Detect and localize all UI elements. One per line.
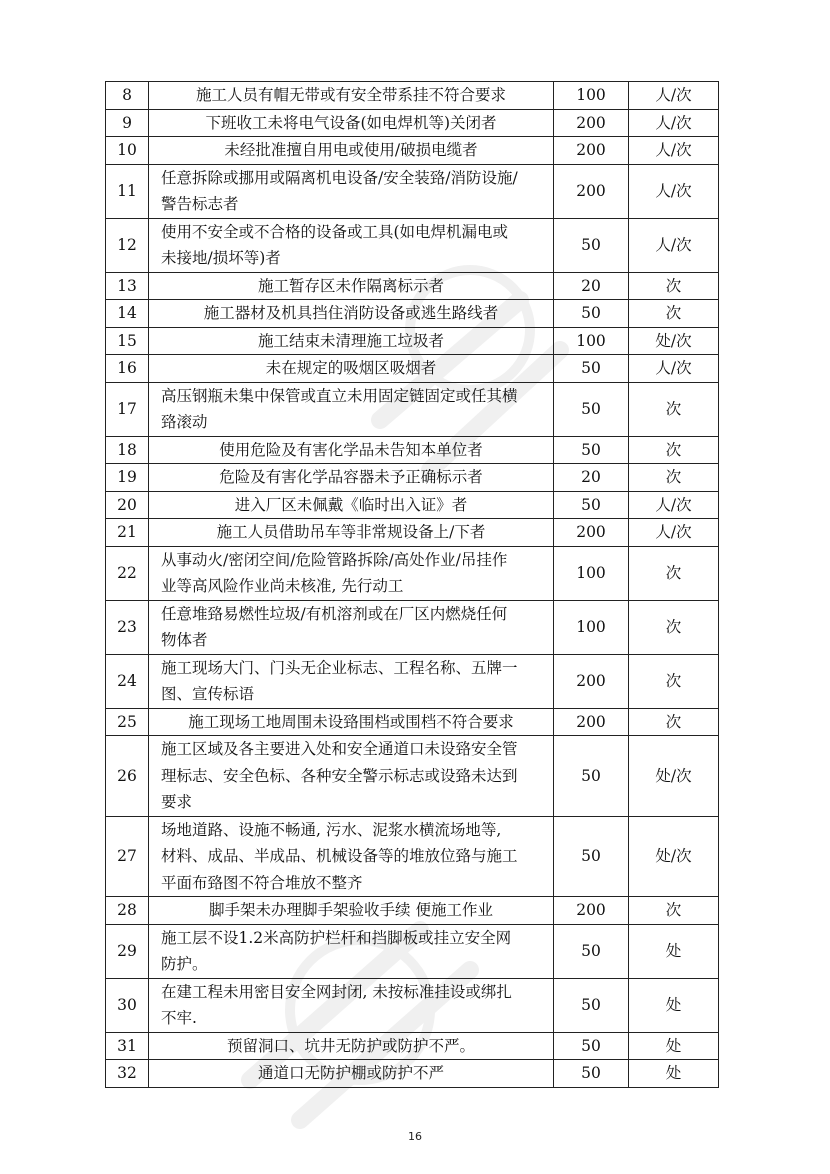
description-line: 理标志、安全色标、各种安全警示标志或设臵未达到 (161, 766, 518, 785)
description-line: 图、宣传标语 (161, 685, 255, 703)
table-row (106, 491, 719, 519)
table-row (106, 897, 719, 925)
table-row (106, 109, 719, 137)
description-line: 从事动火/密闭空间/危险管路拆除/高处作业/吊挂作 (161, 550, 508, 569)
row-number-cell: 28 (106, 897, 149, 925)
violation-description-cell (149, 164, 554, 218)
row-number-cell: 32 (106, 1060, 149, 1088)
penalty-unit-cell: 人/次 (629, 109, 719, 137)
row-number-cell: 24 (106, 654, 149, 708)
description-line: 施工结束未清理施工垃圾者 (257, 331, 444, 350)
table-row (106, 654, 719, 708)
row-number-cell: 10 (106, 137, 149, 165)
row-number-cell: 22 (106, 546, 149, 600)
violation-description-cell (149, 519, 554, 547)
penalty-amount-cell: 50 (554, 355, 629, 383)
penalty-unit-cell: 人/次 (629, 218, 719, 272)
penalty-unit-cell: 人/次 (629, 519, 719, 547)
penalty-table-body (106, 82, 719, 1088)
violation-description-cell (149, 816, 554, 897)
penalty-amount-cell: 50 (554, 300, 629, 328)
description-line: 场地道路、设施不畅通, 污水、泥浆水横流场地等, (161, 820, 502, 839)
violation-description-cell (149, 491, 554, 519)
penalty-unit-cell: 次 (629, 654, 719, 708)
penalty-unit-cell: 处 (629, 978, 719, 1032)
table-row (106, 519, 719, 547)
violation-description-cell (149, 464, 554, 492)
violation-description-cell (149, 218, 554, 272)
row-number-cell: 31 (106, 1032, 149, 1060)
table-row (106, 382, 719, 436)
penalty-unit-cell: 次 (629, 272, 719, 300)
penalty-amount-cell: 200 (554, 164, 629, 218)
description-line: 业等高风险作业尚未核准, 先行动工 (161, 577, 404, 595)
violation-description-cell (149, 1060, 554, 1088)
row-number-cell: 16 (106, 355, 149, 383)
violation-description-cell (149, 109, 554, 137)
penalty-amount-cell: 200 (554, 897, 629, 925)
penalty-amount-cell: 100 (554, 327, 629, 355)
penalty-amount-cell: 50 (554, 382, 629, 436)
description-line: 使用不安全或不合格的设备或工具(如电焊机漏电或 (161, 222, 509, 241)
row-number-cell: 29 (106, 924, 149, 978)
penalty-unit-cell: 处/次 (629, 816, 719, 897)
penalty-amount-cell: 20 (554, 272, 629, 300)
violation-description-cell (149, 654, 554, 708)
penalty-table (105, 81, 719, 1088)
description-line: 施工现场工地周围未设臵围档或围档不符合要求 (188, 712, 514, 731)
row-number-cell: 23 (106, 600, 149, 654)
penalty-unit-cell: 处 (629, 1032, 719, 1060)
description-line: 未经批准擅自用电或使用/破损电缆者 (224, 141, 478, 159)
description-line: 防护。 (161, 955, 208, 973)
description-line: 下班收工未将电气设备(如电焊机等)关闭者 (205, 113, 497, 132)
description-line: 施工人员有帽无带或有安全带系挂不符合要求 (195, 86, 506, 104)
row-number-cell: 26 (106, 736, 149, 817)
table-row (106, 1060, 719, 1088)
table-row (106, 300, 719, 328)
violation-description-cell (149, 300, 554, 328)
penalty-unit-cell: 人/次 (629, 82, 719, 110)
row-number-cell: 19 (106, 464, 149, 492)
violation-description-cell (149, 736, 554, 817)
violation-description-cell (149, 272, 554, 300)
description-line: 危险及有害化学品容器未予正确标示者 (219, 468, 483, 486)
penalty-amount-cell: 200 (554, 519, 629, 547)
penalty-unit-cell: 人/次 (629, 355, 719, 383)
description-line: 施工暂存区未作隔离标示者 (257, 276, 444, 295)
penalty-unit-cell: 人/次 (629, 491, 719, 519)
penalty-amount-cell: 100 (554, 82, 629, 110)
penalty-amount-cell: 100 (554, 546, 629, 600)
description-line: 高压钢瓶未集中保管或直立未用固定链固定或任其横 (161, 386, 518, 405)
penalty-amount-cell: 50 (554, 978, 629, 1032)
penalty-amount-cell: 50 (554, 491, 629, 519)
row-number-cell: 8 (106, 82, 149, 110)
description-line: 要求 (161, 793, 193, 811)
violation-description-cell (149, 82, 554, 110)
table-row (106, 816, 719, 897)
penalty-amount-cell: 50 (554, 436, 629, 464)
violation-description-cell (149, 436, 554, 464)
penalty-unit-cell: 人/次 (629, 164, 719, 218)
penalty-unit-cell: 次 (629, 300, 719, 328)
penalty-unit-cell: 处 (629, 924, 719, 978)
row-number-cell: 14 (106, 300, 149, 328)
description-line: 未接地/损坏等)者 (161, 249, 281, 267)
penalty-unit-cell: 次 (629, 708, 719, 736)
penalty-amount-cell: 50 (554, 218, 629, 272)
description-line: 进入厂区未佩戴《临时出入证》者 (234, 495, 468, 514)
row-number-cell: 11 (106, 164, 149, 218)
table-row (106, 736, 719, 817)
row-number-cell: 9 (106, 109, 149, 137)
penalty-unit-cell: 次 (629, 546, 719, 600)
violation-description-cell (149, 708, 554, 736)
penalty-unit-cell: 次 (629, 600, 719, 654)
penalty-amount-cell: 50 (554, 816, 629, 897)
description-line: 施工层不设1.2米高防护栏杆和挡脚板或挂立安全网 (161, 928, 512, 947)
description-line: 施工器材及机具挡住消防设备或逃生路线者 (203, 304, 499, 322)
penalty-unit-cell: 次 (629, 382, 719, 436)
description-line: 警告标志者 (161, 195, 239, 213)
violation-description-cell (149, 600, 554, 654)
penalty-unit-cell: 处 (629, 1060, 719, 1088)
penalty-unit-cell: 次 (629, 464, 719, 492)
row-number-cell: 27 (106, 816, 149, 897)
description-line: 任意拆除或挪用或隔离机电设备/安全装臵/消防设施/ (161, 168, 518, 187)
row-number-cell: 15 (106, 327, 149, 355)
table-row (106, 137, 719, 165)
row-number-cell: 12 (106, 218, 149, 272)
penalty-unit-cell: 次 (629, 897, 719, 925)
table-row (106, 978, 719, 1032)
penalty-amount-cell: 50 (554, 1032, 629, 1060)
violation-description-cell (149, 546, 554, 600)
table-row (106, 327, 719, 355)
table-row (106, 464, 719, 492)
violation-description-cell (149, 978, 554, 1032)
violation-description-cell (149, 382, 554, 436)
violation-description-cell (149, 924, 554, 978)
penalty-unit-cell: 次 (629, 436, 719, 464)
violation-description-cell (149, 137, 554, 165)
violation-description-cell (149, 355, 554, 383)
table-row (106, 82, 719, 110)
row-number-cell: 13 (106, 272, 149, 300)
row-number-cell: 17 (106, 382, 149, 436)
penalty-amount-cell: 200 (554, 137, 629, 165)
table-row (106, 924, 719, 978)
penalty-amount-cell: 20 (554, 464, 629, 492)
description-line: 施工区域及各主要进入处和安全通道口未设臵安全管 (161, 740, 518, 758)
page-number: 16 (408, 1130, 422, 1143)
penalty-amount-cell: 200 (554, 654, 629, 708)
row-number-cell: 25 (106, 708, 149, 736)
table-row (106, 436, 719, 464)
row-number-cell: 20 (106, 491, 149, 519)
penalty-unit-cell: 处/次 (629, 327, 719, 355)
table-row (106, 1032, 719, 1060)
description-line: 在建工程未用密目安全网封闭, 未按标准挂设或绑扎 (161, 982, 512, 1001)
penalty-amount-cell: 200 (554, 708, 629, 736)
violation-description-cell (149, 327, 554, 355)
description-line: 物体者 (161, 631, 208, 649)
description-line: 脚手架未办理脚手架验收手续 便施工作业 (209, 901, 493, 919)
description-line: 不牢. (161, 1009, 197, 1027)
penalty-amount-cell: 200 (554, 109, 629, 137)
description-line: 使用危险及有害化学品未告知本单位者 (219, 440, 483, 459)
row-number-cell: 30 (106, 978, 149, 1032)
description-line: 臵滚动 (161, 413, 208, 431)
description-line: 通道口无防护棚或防护不严 (257, 1064, 444, 1082)
penalty-amount-cell: 50 (554, 736, 629, 817)
table-row (106, 600, 719, 654)
penalty-amount-cell: 50 (554, 924, 629, 978)
penalty-unit-cell: 人/次 (629, 137, 719, 165)
description-line: 材料、成品、半成品、机械设备等的堆放位臵与施工 (161, 847, 518, 865)
penalty-amount-cell: 100 (554, 600, 629, 654)
table-row (106, 164, 719, 218)
table-row (106, 708, 719, 736)
penalty-amount-cell: 50 (554, 1060, 629, 1088)
table-row (106, 355, 719, 383)
violation-description-cell (149, 897, 554, 925)
description-line: 未在规定的吸烟区吸烟者 (265, 359, 437, 377)
violation-description-cell (149, 1032, 554, 1060)
table-row (106, 272, 719, 300)
description-line: 施工人员借助吊车等非常规设备上/下者 (216, 523, 486, 541)
description-line: 平面布臵图不符合堆放不整齐 (161, 873, 363, 892)
table-row (106, 218, 719, 272)
description-line: 预留洞口、坑井无防护或防护不严。 (226, 1036, 475, 1055)
table-row (106, 546, 719, 600)
row-number-cell: 21 (106, 519, 149, 547)
description-line: 任意堆臵易燃性垃圾/有机溶剂或在厂区内燃烧任何 (161, 604, 508, 623)
description-line: 施工现场大门、门头无企业标志、工程名称、五牌一 (161, 658, 518, 677)
penalty-unit-cell: 处/次 (629, 736, 719, 817)
row-number-cell: 18 (106, 436, 149, 464)
